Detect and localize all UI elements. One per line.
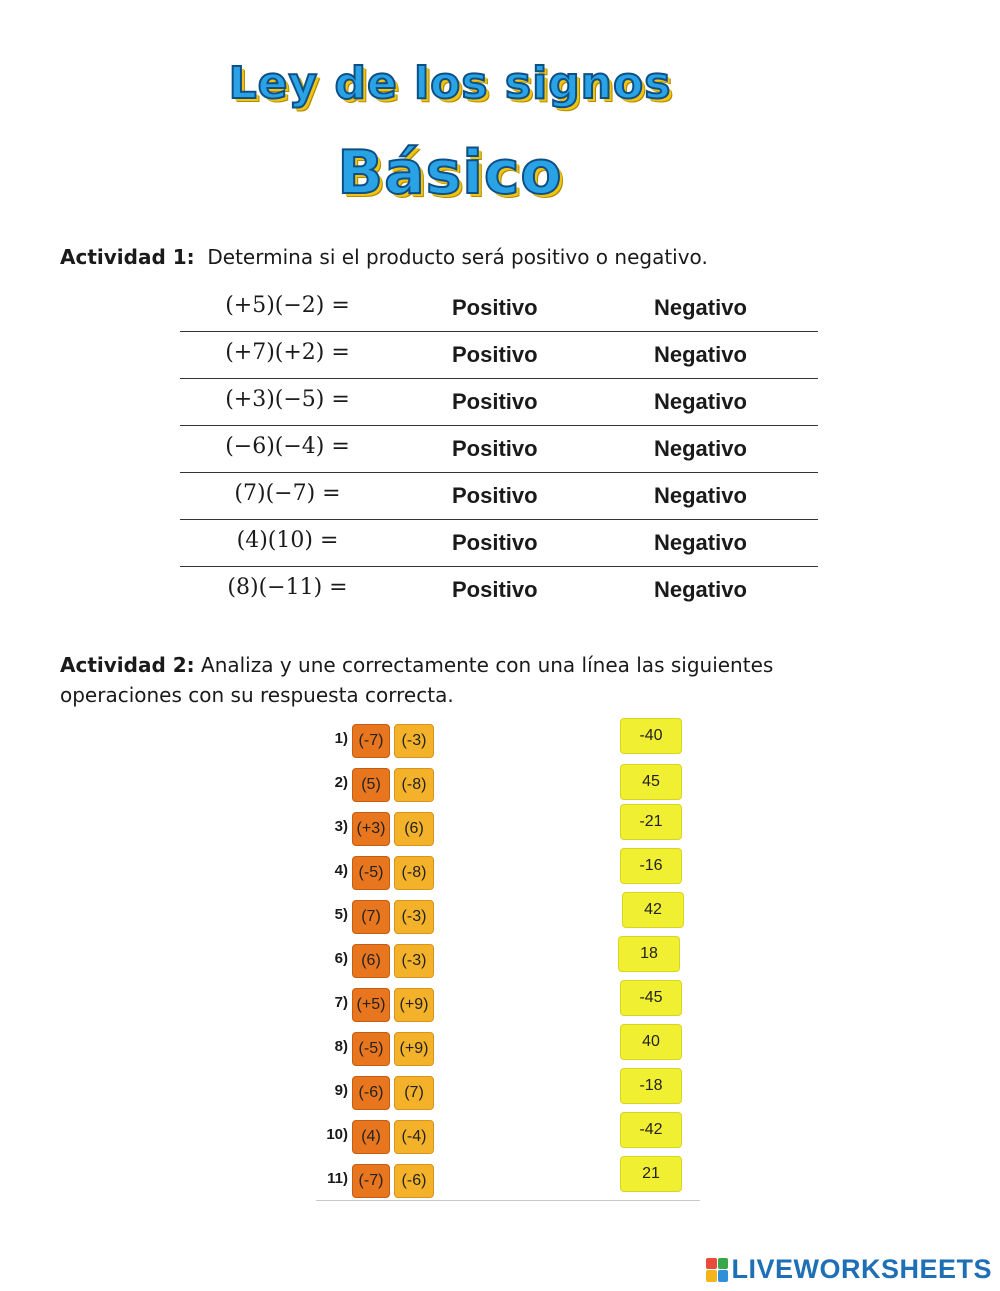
operation-item[interactable] xyxy=(316,766,446,802)
activity1-row xyxy=(180,285,818,332)
negative-option[interactable]: Negativo xyxy=(654,483,747,508)
factor-chip: (7) xyxy=(394,1076,434,1110)
factor-chip: (-6) xyxy=(352,1076,390,1110)
operation-item[interactable] xyxy=(316,810,446,846)
activity2-heading xyxy=(60,650,880,710)
expression: (7)(−7) = xyxy=(234,481,341,506)
operation-number: 11) xyxy=(327,1170,348,1187)
activity1-row xyxy=(180,520,818,567)
factor-chip: (6) xyxy=(394,812,434,846)
expression: (4)(10) = xyxy=(236,528,339,553)
brand-text: LIVEWORKSHEETS xyxy=(731,1254,992,1284)
factor-chip: (-7) xyxy=(352,724,390,758)
operation-number: 1) xyxy=(334,730,348,747)
negative-option[interactable]: Negativo xyxy=(654,436,747,461)
operation-item[interactable] xyxy=(316,942,446,978)
factor-chip: (-6) xyxy=(394,1164,434,1198)
expression: (+5)(−2) = xyxy=(225,293,350,318)
factor-chip: (6) xyxy=(352,944,390,978)
factor-chip: (7) xyxy=(352,900,390,934)
answer-box[interactable]: 18 xyxy=(618,936,680,972)
positive-option[interactable]: Positivo xyxy=(452,436,538,461)
activity1-label: Actividad 1: xyxy=(60,245,195,269)
answer-box[interactable]: -18 xyxy=(620,1068,682,1104)
factor-chip: (-7) xyxy=(352,1164,390,1198)
liveworksheets-brand[interactable] xyxy=(706,1254,992,1285)
operation-item[interactable] xyxy=(316,1162,446,1198)
activity1-row xyxy=(180,379,818,426)
answer-box[interactable]: -16 xyxy=(620,848,682,884)
answer-box[interactable]: 40 xyxy=(620,1024,682,1060)
answer-box[interactable]: -21 xyxy=(620,804,682,840)
factor-chip: (-3) xyxy=(394,944,434,978)
negative-option[interactable]: Negativo xyxy=(654,577,747,602)
factor-chip: (-8) xyxy=(394,856,434,890)
operation-number: 3) xyxy=(334,818,348,835)
factor-chip: (+3) xyxy=(352,812,390,846)
positive-option[interactable]: Positivo xyxy=(452,342,538,367)
factor-chip: (-8) xyxy=(394,768,434,802)
positive-option[interactable]: Positivo xyxy=(452,295,538,320)
activity1-instruction: Determina si el producto será positivo o negativo. xyxy=(207,245,708,269)
activity1-row xyxy=(180,332,818,379)
operation-item[interactable] xyxy=(316,854,446,890)
positive-option[interactable]: Positivo xyxy=(452,389,538,414)
operation-item[interactable] xyxy=(316,898,446,934)
operation-number: 9) xyxy=(334,1082,348,1099)
activity2-instruction: Analiza y une correctamente con una línea las siguientes operaciones con su respuesta correcta. xyxy=(60,653,774,707)
page-subtitle: Básico xyxy=(337,138,563,208)
operation-number: 10) xyxy=(326,1126,348,1143)
operation-number: 4) xyxy=(334,862,348,879)
liveworksheets-logo-icon xyxy=(706,1258,728,1282)
expression: (−6)(−4) = xyxy=(225,434,350,459)
activity1-row xyxy=(180,567,818,613)
activity1-row xyxy=(180,426,818,473)
factor-chip: (-3) xyxy=(394,900,434,934)
factor-chip: (-5) xyxy=(352,1032,390,1066)
activity2-matching-area xyxy=(316,718,700,1201)
factor-chip: (+9) xyxy=(394,1032,434,1066)
factor-chip: (4) xyxy=(352,1120,390,1154)
positive-option[interactable]: Positivo xyxy=(452,577,538,602)
answer-box[interactable]: -45 xyxy=(620,980,682,1016)
operation-number: 6) xyxy=(334,950,348,967)
expression: (8)(−11) = xyxy=(227,575,348,600)
page-title: Ley de los signos xyxy=(228,58,672,109)
operation-item[interactable] xyxy=(316,1030,446,1066)
answer-box[interactable]: -40 xyxy=(620,718,682,754)
expression: (+3)(−5) = xyxy=(225,387,350,412)
operation-item[interactable] xyxy=(316,722,446,758)
negative-option[interactable]: Negativo xyxy=(654,295,747,320)
activity2-label: Actividad 2: xyxy=(60,653,195,677)
negative-option[interactable]: Negativo xyxy=(654,342,747,367)
negative-option[interactable]: Negativo xyxy=(654,389,747,414)
factor-chip: (-3) xyxy=(394,724,434,758)
factor-chip: (5) xyxy=(352,768,390,802)
answer-box[interactable]: 42 xyxy=(622,892,684,928)
answer-box[interactable]: -42 xyxy=(620,1112,682,1148)
operation-number: 5) xyxy=(334,906,348,923)
factor-chip: (-4) xyxy=(394,1120,434,1154)
answer-box[interactable]: 45 xyxy=(620,764,682,800)
operation-number: 7) xyxy=(334,994,348,1011)
activity1-heading xyxy=(60,242,880,272)
operation-item[interactable] xyxy=(316,1074,446,1110)
operation-number: 2) xyxy=(334,774,348,791)
activity1-table xyxy=(180,285,818,613)
positive-option[interactable]: Positivo xyxy=(452,530,538,555)
answer-box[interactable]: 21 xyxy=(620,1156,682,1192)
positive-option[interactable]: Positivo xyxy=(452,483,538,508)
factor-chip: (+5) xyxy=(352,988,390,1022)
activity1-row xyxy=(180,473,818,520)
operation-number: 8) xyxy=(334,1038,348,1055)
operation-item[interactable] xyxy=(316,986,446,1022)
negative-option[interactable]: Negativo xyxy=(654,530,747,555)
factor-chip: (+9) xyxy=(394,988,434,1022)
operation-item[interactable] xyxy=(316,1118,446,1154)
factor-chip: (-5) xyxy=(352,856,390,890)
expression: (+7)(+2) = xyxy=(225,340,350,365)
